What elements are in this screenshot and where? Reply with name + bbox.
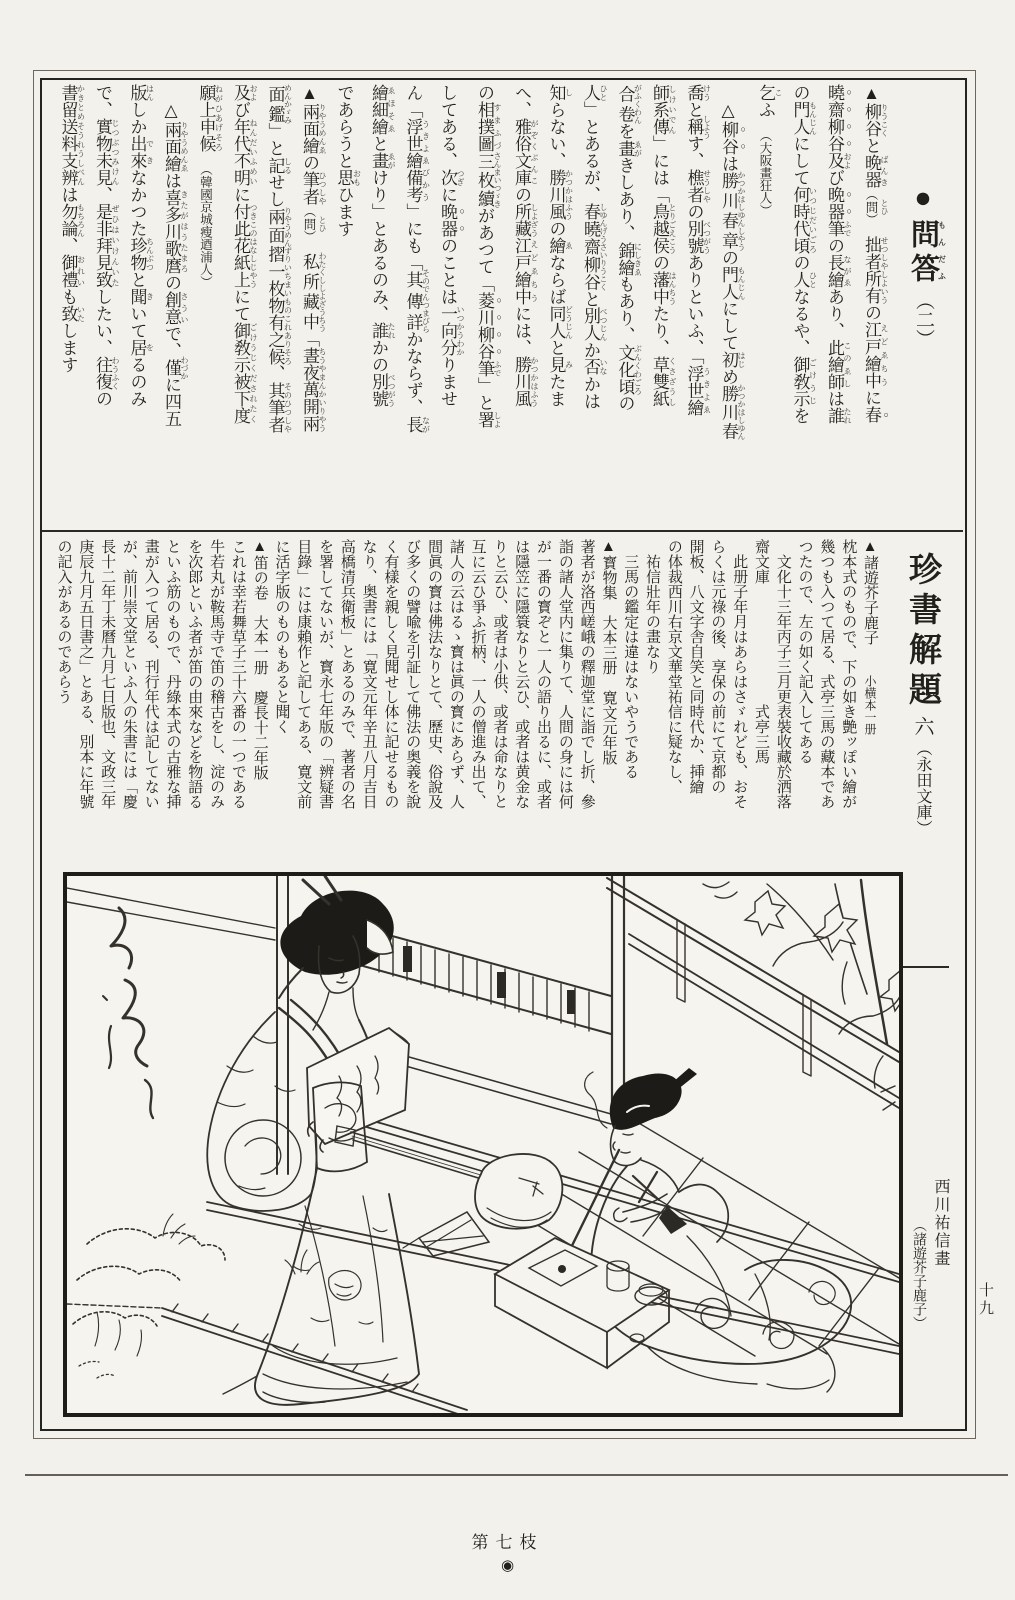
illustration-caption <box>908 1178 952 1408</box>
text-column-vertical: △柳谷は勝川春章 かつかはしゆんしやうの門人 もんじんにして初 はじめ勝川春 かつかはしゆん <box>719 84 746 441</box>
text-column-vertical: 開板、八文字舎自笑と同時代か、挿繪 <box>687 539 704 794</box>
text-column-vertical: 文化十三年丙子三月更表裝收藏於洒落 <box>774 539 791 809</box>
text-column-vertical: の門人 もんじんにして何時代頃 いつじだいごろの人 ひとなるや、御敎示 ごけうじを <box>790 84 818 424</box>
text-column-vertical: の相撲圖 すまふづ三枚續 さんまいつゞきがあつて「菱川柳谷筆 ふで」と署 しよ <box>475 84 502 429</box>
rarebooks-library-name: （永田文庫） <box>914 740 931 836</box>
text-column-vertical: らくは元祿の後、享保の前にて京都の <box>709 539 726 794</box>
text-column-vertical: 間眞の寳は佛法なりとて、歷史、俗說及 <box>426 539 443 809</box>
text-column-vertical: りと云ひ、或者は小供、或者は命なりと <box>491 539 508 809</box>
rarebooks-section <box>50 539 880 869</box>
text-column-vertical: ▲兩面繪 りやうめんゑの筆者 ひつしや（問 とひ） 私所藏中 わたくししよざうちう「晝夜萬開兩 ちうやまんかいりやう <box>300 84 327 433</box>
fisheye-mark-icon: ◉ <box>500 1558 515 1574</box>
text-column-vertical: 牛若丸が鞍馬寺で笛の稽古をし、淀のみ <box>208 539 225 809</box>
rarebooks-volume-number: 六 <box>911 716 933 736</box>
text-column-vertical: 齋文庫 式亭三馬 <box>753 539 770 764</box>
lily-flowers <box>703 880 899 1110</box>
text-column-vertical: 繪細繪 ゑほそゑと畫 ゑがけり」とあるのみ、誰 たれかの別號 べつがう <box>369 84 396 407</box>
text-column-vertical: へ、雅俗文庫 がぞくぶんこの所藏 しよざう江戸繪中 えどゑちうには、勝川風 かつかはふう <box>512 84 539 407</box>
text-column-vertical: 三馬の鑑定は違はないやうである <box>622 539 639 779</box>
illustration-artist-caption: 西川祐信畫 <box>932 1178 949 1268</box>
text-column-vertical: ▲柳谷 りうこくと晩器 ばんき（問 とひ） 拙者所有 せつしやしよいうの江戸繪中 えどゑちうに春 <box>862 84 889 424</box>
bachi-plectrum <box>403 1212 489 1256</box>
woodblock-scene <box>67 876 899 1413</box>
text-column-vertical: 著者が洛西嵯峨の釋迦堂に詣でし折、參 <box>578 539 595 809</box>
text-column-vertical: 目錄」には康賴作と記してある、寛文前 <box>295 539 312 809</box>
text-column-vertical: 諸人の云はるゝ寳は眞の寳にあらず、人 <box>447 539 464 809</box>
text-column-vertical: といふ筋のもので、丹綠本式の古雅な挿 <box>164 539 181 809</box>
text-column-vertical: 長十二年丁未曆九月七日版也、文政三年 <box>99 539 116 809</box>
footer-rule <box>25 1474 1008 1476</box>
text-column-vertical: 師系傳 しけいでん」には「鳥越侯 とりごえこうの藩中 はんちうたり、草雙紙 くさざうし <box>650 84 677 407</box>
text-column-vertical: 知 しらない、勝川風 かつかはふうの繪 ゑならば同人 どうじんと見 みたま <box>546 84 574 407</box>
text-column-vertical: 幾つも入つて居る、式亭三馬の藏本であ <box>818 539 835 809</box>
rarebooks-section-title: 珍書解題 <box>904 552 940 712</box>
standing-woman <box>207 876 419 1405</box>
text-column-vertical: で、實物未見 じつぶつみけん、是非拜見致 ぜひはいけんいたしたい、往復 わうふくの <box>93 84 120 407</box>
tobacco-box <box>495 1238 669 1368</box>
text-column-vertical: は隱笠に隱簑なりと云ひ、或者は黄金な <box>513 539 530 809</box>
shamisen <box>335 1126 562 1229</box>
qa-section-title: ●問答もんだふ <box>907 182 947 287</box>
text-column-vertical: 面鑑 めんかゞみ」と記 しるせし兩面摺 りやうめんずり一枚物有之候 いちまいものこれありそろ、其筆者 そのひつしや <box>265 84 293 433</box>
text-column-vertical: を署してないが、寳永七年版の「辨疑書 <box>317 539 334 809</box>
text-column-vertical: 畫が入つて居る、刊行年代は記してない <box>142 539 159 809</box>
calligraphy-inscription <box>103 908 153 1118</box>
text-column-vertical: 詣の諸人堂内に集りて、人間の身には何 <box>556 539 573 809</box>
illustration-work-caption: （諸遊芥子鹿子） <box>911 1218 926 1330</box>
text-column-vertical: ▲諸遊芥子鹿子 小横本一册 <box>862 539 878 735</box>
garden-shrubs <box>73 1214 319 1378</box>
text-column-vertical: 庚辰九月五日書之」とある、別本に年號 <box>77 539 94 809</box>
text-column-vertical: ▲笛の卷 大本一册 慶長十二年版 <box>251 539 268 780</box>
text-column-vertical: であらうと思 おもひます <box>334 84 362 237</box>
text-column-vertical: 人 ひと」とあるが、春曉齋柳谷 しゆんげうさいりうこくと別人 べつじんか否 いなかは <box>581 84 608 410</box>
text-column-vertical: 互に云ひ爭ふ折柄、一人の僧進み出て、 <box>469 539 486 809</box>
text-column-vertical: 乞 こふ （大阪畫狂人） <box>756 84 783 217</box>
text-column-vertical: 版 はんしか出來 できなかつた珍物 ちんぶつと聞 きいて居 をるのみ <box>127 84 155 407</box>
text-column-vertical: に活字版のものもあると聞く <box>273 539 290 734</box>
text-column-vertical: び多くの譬喩を引証して佛法の奥義を說 <box>404 539 421 809</box>
text-column-vertical: 祐信壯年の畫なり <box>644 539 661 674</box>
text-column-vertical: 曉齋柳谷及 および晩器筆 ふでの長繪 ながゑあり、此繪師 このゑしは誰 たれ <box>825 84 852 424</box>
text-column-vertical: の記入があるのであらう <box>55 539 72 704</box>
text-column-vertical: 此册子年月はあらはさゞれども、おそ <box>731 539 748 809</box>
section-divider-rule <box>42 530 963 532</box>
text-column-vertical: 書留送料支辨 かきとめそうれうしべんは勿論 もちろん、御禮 おれいも致 いたします <box>58 84 86 373</box>
text-column-vertical: ん「浮世繪備考 うきよゑびかう」にも「其傳詳 そのでんつまびらかならず、長 なが <box>403 84 431 433</box>
text-column-vertical: なり、奥書には「寛文元年辛丑八月吉日 <box>360 539 377 809</box>
text-column-vertical: 高橋清兵衛板」とあるのみで、著者の名 <box>338 539 355 809</box>
qa-section-part-number: （二） <box>913 291 934 348</box>
text-column-vertical: く有樣を親しく見聞せし体に記せるもの <box>382 539 399 809</box>
text-column-vertical: が一番の寳ぞと一人の語り出るに、或者 <box>535 539 552 809</box>
text-column-vertical: 願上申候 ねがひあげそろ （韓國京城瘦逎浦人） <box>196 84 224 288</box>
text-column-vertical: ▲寳物集 大本三册 寛文元年版 <box>600 539 617 765</box>
page-number: 十九 <box>977 1282 993 1318</box>
text-column-vertical: が、前川崇文堂といふ人の朱書には「慶 <box>120 539 137 809</box>
text-column-vertical: 合卷 がふくわんを畫 ゑがきしあり、錦繪 にしきゑもあり、文化頃 ぶんくわごろの <box>615 84 643 412</box>
text-column-vertical: 喬 けうと稱 しようす、樵者 せうしやの別號 べつがうありといふ、「浮世繪 うきよゑ <box>684 84 712 416</box>
text-column-vertical: の体裁西川右京文華堂祐信に疑なし、 <box>665 539 682 794</box>
text-column-vertical: してある、次 つぎに晩器のことは一向分 いつかうわかりませ <box>438 84 465 407</box>
rarebooks-title-underline <box>899 966 949 968</box>
qa-section <box>46 84 959 528</box>
text-column-vertical: △兩面繪 りやうめんゑは喜多川歌麿 きたがはうたまろの創意 さういで、僅 わづかに四五 <box>162 84 189 427</box>
qa-title-column <box>891 84 959 528</box>
footer-title: 第七枝 <box>471 1533 544 1552</box>
text-column-vertical: を次郎といふ者が笛の由來などを物語る <box>186 539 203 809</box>
text-column-vertical: つたので、左の如く記入してある <box>796 539 813 764</box>
text-column-vertical: 及 および年代不明 ねんだいふめいに付此花紙上 つきこのはなしじやうにて御敎示被下度 ごけうじくだされたく <box>231 84 258 424</box>
seated-figure <box>557 1068 851 1392</box>
woodblock-illustration <box>63 872 903 1417</box>
text-column-vertical: これは幸若舞草子三十六番の一つである <box>229 539 246 809</box>
text-column-vertical: 枕本式のもので、下の如き艶ッぽい繪が <box>840 539 857 809</box>
